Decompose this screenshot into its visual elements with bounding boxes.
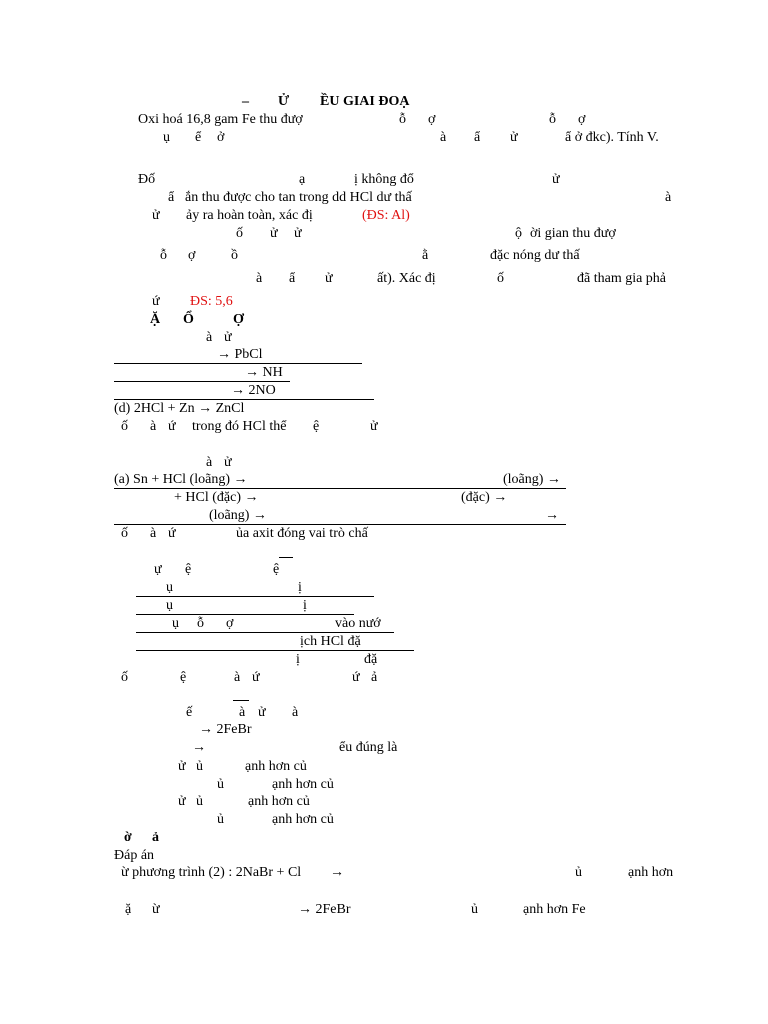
problem1-text: ụ bbox=[163, 130, 170, 145]
problem1-text: à bbox=[440, 130, 447, 145]
exercise3-text: ị bbox=[298, 580, 302, 595]
exercise4-option-a: ủ bbox=[196, 759, 203, 774]
exercise2-equation: (a) Sn + HCl (loãng) → bbox=[114, 472, 248, 487]
title-part-2: ỀU GIAI ĐOẠ bbox=[320, 94, 410, 109]
exercise3-text: đặ bbox=[364, 652, 378, 667]
answer-label: Đáp án bbox=[114, 848, 155, 863]
underline bbox=[136, 614, 354, 615]
problem2-text: ử bbox=[552, 172, 560, 187]
problem2-text: ằ bbox=[422, 248, 429, 263]
exercise4-heading: à bbox=[239, 705, 246, 720]
solution-text: ạnh hơn Fe bbox=[523, 902, 586, 917]
exercise2-equation: (loãng) → bbox=[209, 508, 267, 523]
exercise2-equation: + HCl (đặc) → bbox=[174, 490, 259, 505]
exercise4-option-c: ạnh hơn củ bbox=[248, 794, 310, 809]
problem2-text: ợ bbox=[188, 248, 196, 263]
solution-text: ừ phương trình (2) : 2NaBr + Cl bbox=[121, 865, 302, 880]
problem1-text: ợ bbox=[428, 112, 436, 127]
exercise2-heading: à bbox=[206, 455, 213, 470]
underline bbox=[136, 632, 394, 633]
underline bbox=[279, 557, 293, 558]
title-dash: – bbox=[242, 94, 249, 109]
problem2-text: ời gian thu đượ bbox=[530, 226, 616, 241]
problem1-text: ở bbox=[217, 130, 225, 145]
exercise2-question: à bbox=[150, 526, 157, 541]
exercise4-option-b: ủ bbox=[217, 777, 224, 792]
exercise1-equation: → 2NO bbox=[231, 383, 276, 398]
problem2-text: ố bbox=[236, 226, 243, 241]
solution-heading: ả bbox=[152, 830, 159, 845]
section-heading: Ặ bbox=[150, 312, 161, 327]
exercise3-text: ị bbox=[296, 652, 300, 667]
problem2-text: à bbox=[256, 271, 263, 286]
section-heading: Ợ bbox=[233, 312, 244, 327]
problem2-text: ỗ bbox=[160, 248, 167, 263]
exercise1-question: ứ bbox=[168, 419, 176, 434]
exercise3-text: ỗ bbox=[197, 616, 204, 631]
title-part-1: Ử bbox=[278, 94, 290, 109]
exercise1-question: à bbox=[150, 419, 157, 434]
exercise2-question: ủa axit đóng vai trò chấ bbox=[236, 526, 368, 541]
exercise3-text: ự bbox=[154, 562, 162, 577]
problem2-text: à bbox=[665, 190, 672, 205]
problem1-text: ẩ ở đkc). Tính V. bbox=[565, 130, 659, 145]
exercise1-question: ệ bbox=[313, 419, 320, 434]
exercise1-question: ố bbox=[121, 419, 128, 434]
problem2-text: ố bbox=[497, 271, 504, 286]
problem2-text: đã tham gia phả bbox=[577, 271, 667, 286]
exercise1-equation: → PbCl bbox=[217, 347, 263, 362]
exercise4-option-a: ử bbox=[178, 759, 186, 774]
exercise4-equation: ểu đúng là bbox=[339, 740, 398, 755]
solution-text: ủ bbox=[471, 902, 478, 917]
exercise2-equation: (đặc) → bbox=[461, 490, 508, 505]
exercise4-option-c: ử bbox=[178, 794, 186, 809]
underline bbox=[114, 488, 566, 489]
problem1-text: ể bbox=[195, 130, 202, 145]
exercise3-text: vào nướ bbox=[335, 616, 381, 631]
underline bbox=[114, 399, 374, 400]
exercise4-equation: → 2FeBr bbox=[199, 722, 252, 737]
problem1-text: Oxi hoá 16,8 gam Fe thu đượ bbox=[138, 112, 303, 127]
exercise3-text: ị bbox=[303, 598, 307, 613]
problem2-text: ất). Xác đị bbox=[377, 271, 436, 286]
exercise4-option-b: ạnh hơn củ bbox=[272, 777, 334, 792]
exercise3-text: ụ bbox=[166, 598, 173, 613]
solution-text: ặ bbox=[125, 902, 132, 917]
exercise3-question: ệ bbox=[180, 670, 187, 685]
solution-text: → bbox=[330, 865, 344, 880]
underline bbox=[136, 650, 414, 651]
underline bbox=[136, 596, 374, 597]
problem1-text: ử bbox=[510, 130, 518, 145]
problem2-text: ắn thu được cho tan trong dd HCl dư thấ bbox=[185, 190, 412, 205]
solution-heading: ờ bbox=[124, 830, 132, 845]
exercise2-equation: → bbox=[545, 508, 559, 523]
problem2-answer: (ĐS: Al) bbox=[362, 208, 410, 223]
exercise3-question: ứ bbox=[352, 670, 360, 685]
underline bbox=[233, 700, 249, 701]
exercise3-text: ệ bbox=[185, 562, 192, 577]
solution-text: ừ bbox=[152, 902, 160, 917]
exercise3-question: à bbox=[234, 670, 241, 685]
exercise3-question: ố bbox=[121, 670, 128, 685]
problem2-text: ứ bbox=[152, 294, 160, 309]
problem2-text: ạ bbox=[299, 172, 306, 187]
problem2-text: Đố bbox=[138, 172, 156, 187]
exercise3-text: ụ bbox=[166, 580, 173, 595]
exercise2-heading: ử bbox=[224, 455, 232, 470]
exercise1-question: trong đó HCl thể bbox=[192, 419, 287, 434]
underline bbox=[114, 524, 566, 525]
problem2-text: ử bbox=[294, 226, 302, 241]
exercise4-option-d: ạnh hơn củ bbox=[272, 812, 334, 827]
exercise3-text: ệ bbox=[273, 562, 280, 577]
exercise3-text: ụ bbox=[172, 616, 179, 631]
problem2-text: ẩ bbox=[289, 271, 296, 286]
exercise4-option-c: ủ bbox=[196, 794, 203, 809]
underline bbox=[114, 381, 290, 382]
exercise3-text: ợ bbox=[226, 616, 234, 631]
problem2-text: ồ bbox=[231, 248, 238, 263]
solution-text: → 2FeBr bbox=[298, 902, 351, 917]
problem2-text: ử bbox=[325, 271, 333, 286]
exercise4-equation: → bbox=[192, 740, 206, 755]
exercise1-question: ử bbox=[370, 419, 378, 434]
problem2-text: đặc nóng dư thấ bbox=[490, 248, 580, 263]
exercise4-heading: ế bbox=[186, 705, 193, 720]
problem2-text: ảy ra hoàn toàn, xác đị bbox=[186, 208, 313, 223]
exercise1-heading: ử bbox=[224, 330, 232, 345]
exercise3-question: ứ bbox=[252, 670, 260, 685]
exercise1-equation: (d) 2HCl + Zn → ZnCl bbox=[114, 401, 245, 416]
exercise4-heading: à bbox=[292, 705, 299, 720]
exercise1-heading: à bbox=[206, 330, 213, 345]
exercise3-text: ịch HCl đặ bbox=[300, 634, 361, 649]
problem2-text: ử bbox=[152, 208, 160, 223]
underline bbox=[114, 363, 362, 364]
problem2-text: ử bbox=[270, 226, 278, 241]
exercise4-option-a: ạnh hơn củ bbox=[245, 759, 307, 774]
exercise3-question: ả bbox=[371, 670, 378, 685]
section-heading: Ổ bbox=[183, 312, 194, 327]
problem2-answer: ĐS: 5,6 bbox=[190, 294, 233, 309]
problem1-text: ẩ bbox=[474, 130, 481, 145]
exercise4-option-d: ủ bbox=[217, 812, 224, 827]
exercise2-question: ố bbox=[121, 526, 128, 541]
exercise2-question: ứ bbox=[168, 526, 176, 541]
problem2-text: ị không đổ bbox=[354, 172, 414, 187]
problem2-text: ẩ bbox=[168, 190, 175, 205]
exercise2-equation: (loãng) → bbox=[503, 472, 561, 487]
problem1-text: ợ bbox=[578, 112, 586, 127]
problem1-text: ỗ bbox=[399, 112, 406, 127]
solution-text: ạnh hơn bbox=[628, 865, 674, 880]
problem2-text: ộ bbox=[515, 226, 522, 241]
exercise4-heading: ử bbox=[258, 705, 266, 720]
problem1-text: ỗ bbox=[549, 112, 556, 127]
exercise1-equation: → NH bbox=[245, 365, 283, 380]
solution-text: ủ bbox=[575, 865, 582, 880]
